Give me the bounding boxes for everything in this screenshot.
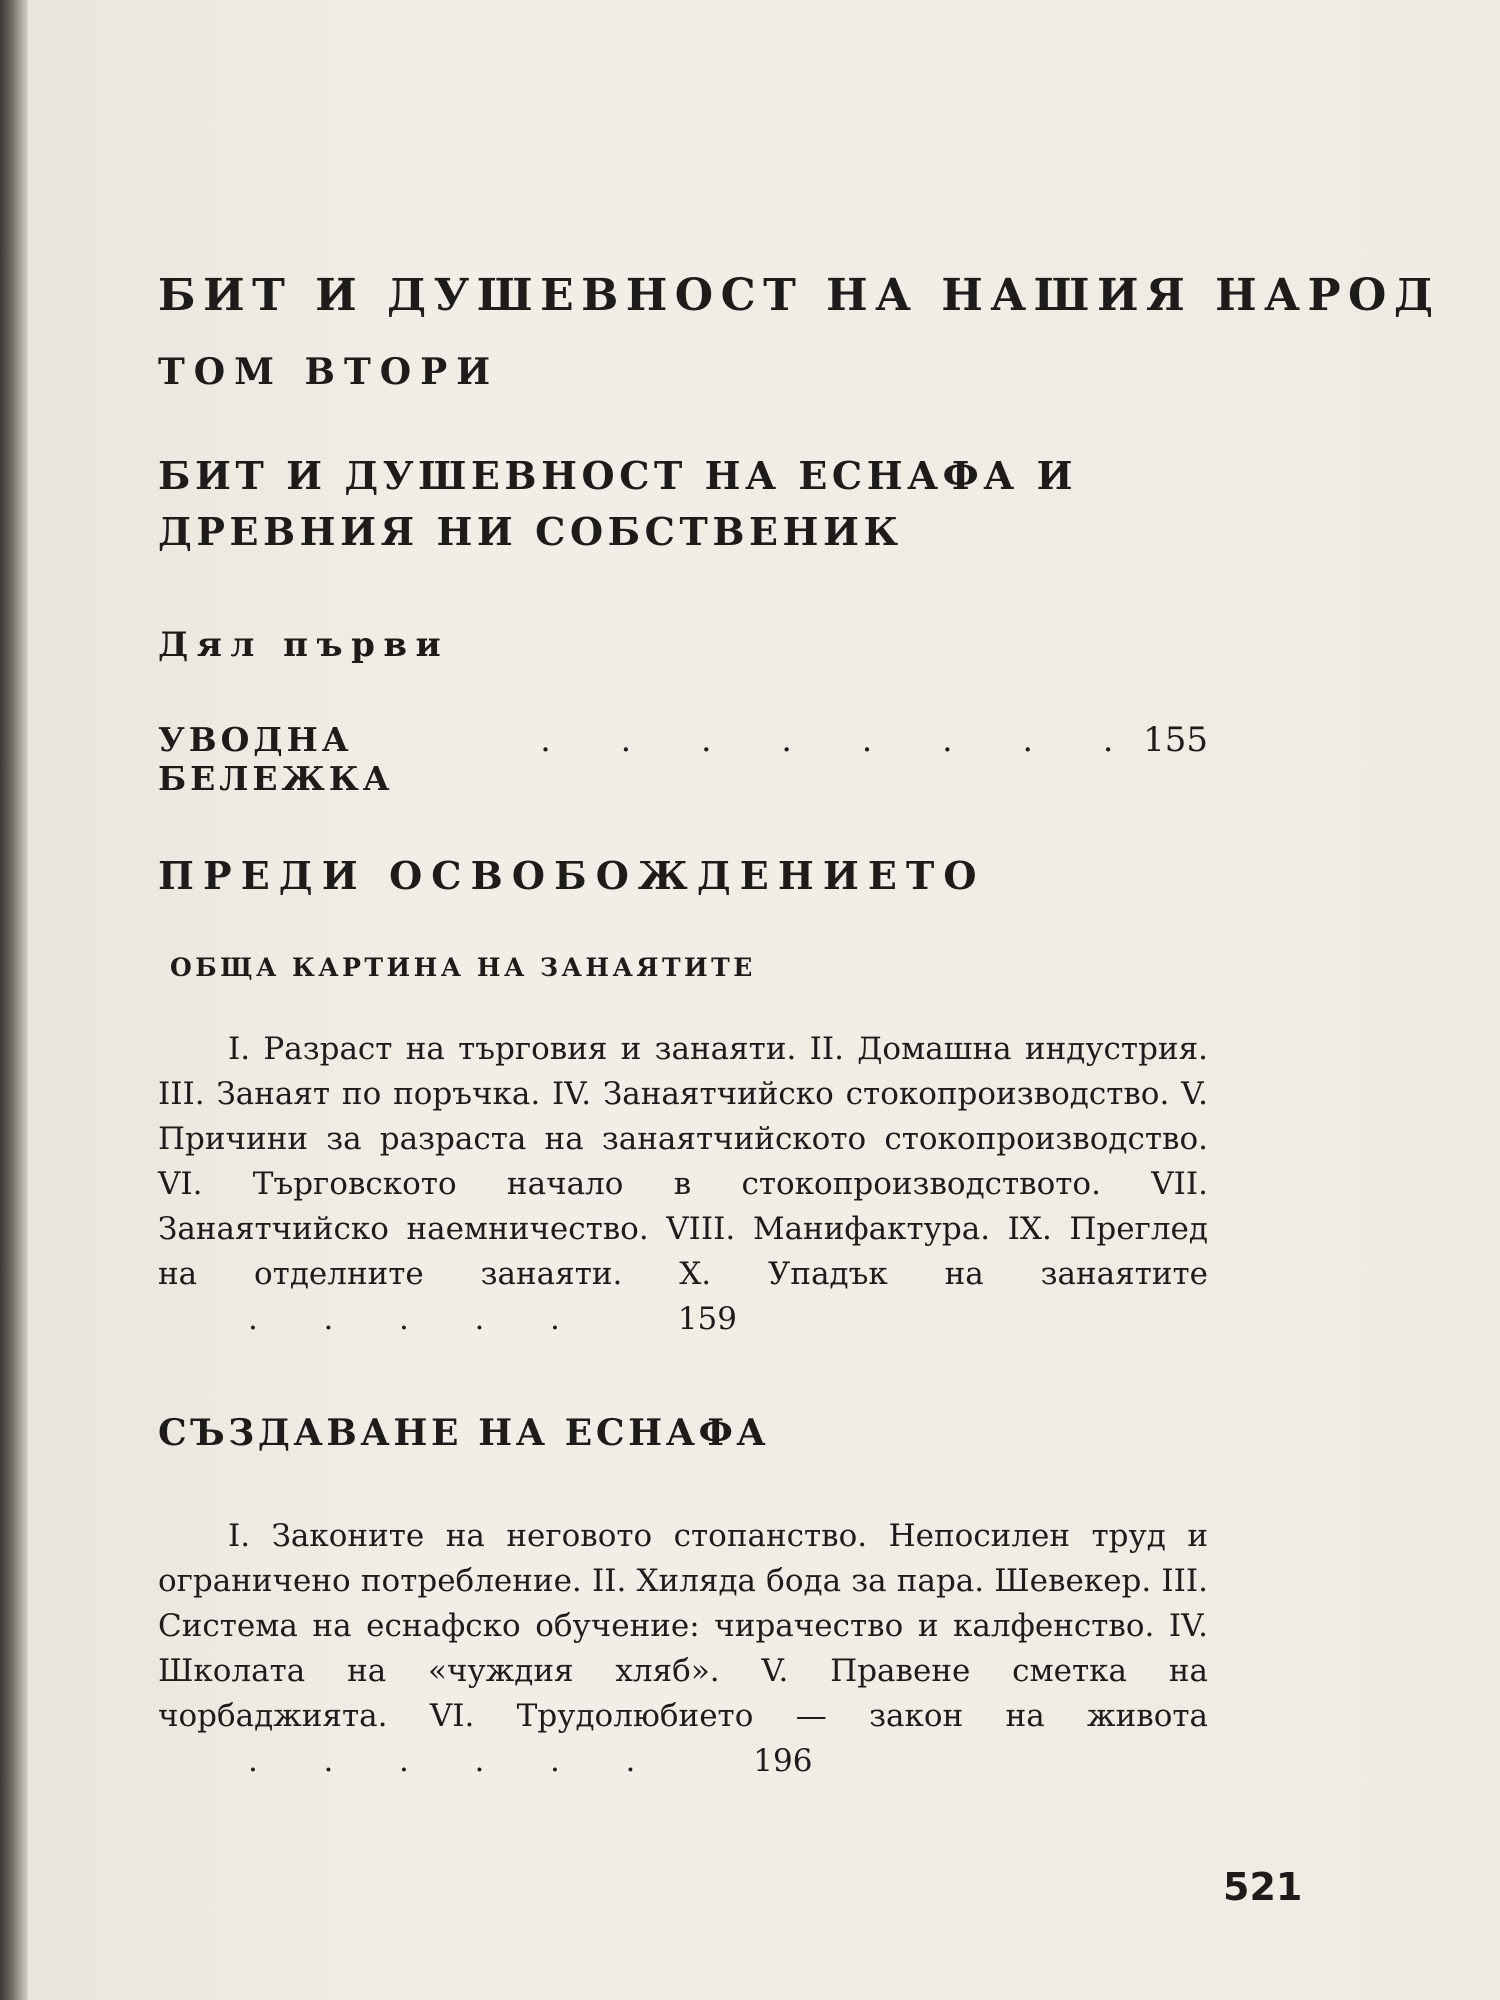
book-page bbox=[28, 0, 1500, 2000]
section-title-line2: ДРЕВНИЯ НИ СОБСТВЕНИК bbox=[158, 509, 903, 554]
chapter1-text: I. Разраст на търговия и занаяти. II. Домашна индустрия. III. Занаят по поръчка. IV. Занаятчийско стокопроизводство. V. Причини за разраста на занаятчийското стокопроизводство. VI. Търговското начало в стокопроизводството. VII. Занаятчийско наемничество. VIII. Манифактура. IX. Преглед на отделните занаяти. X. Упадък на занаятите bbox=[158, 1031, 1208, 1292]
table-of-contents bbox=[158, 270, 1441, 1854]
leader-dots: . . . . . . bbox=[248, 1743, 664, 1779]
chapter2-text: I. Законите на неговото стопанство. Непосилен труд и ограничено потребление. II. Хиляда бода за пара. Шевекер. III. Система на еснафско обучение: чирачество и калфенство. IV. Школата на «чуждия хляб». V. Правене сметка на чорбаджията. VI. Трудолюбието — закон на живота bbox=[158, 1518, 1208, 1734]
intro-page-number: 155 bbox=[1143, 720, 1208, 760]
section-title bbox=[158, 448, 1208, 560]
chapter2-end bbox=[158, 1739, 812, 1784]
chapter1-end bbox=[158, 1297, 737, 1342]
leader-dots: . . . . . . . . bbox=[540, 720, 1144, 759]
era-heading: ПРЕДИ ОСВОБОЖДЕНИЕТО bbox=[158, 853, 986, 898]
chapter1-contents bbox=[158, 1027, 1208, 1342]
chapter2-page-number: 196 bbox=[753, 1743, 813, 1779]
leader-dots: . . . . . bbox=[248, 1301, 588, 1337]
chapter1-title: ОБЩА КАРТИНА НА ЗАНАЯТИТЕ bbox=[170, 953, 756, 982]
part-label: Дял първи bbox=[158, 625, 450, 665]
chapter1-page-number: 159 bbox=[677, 1301, 737, 1337]
book-title: БИТ И ДУШЕВНОСТ НА НАШИЯ НАРОД bbox=[158, 270, 1441, 321]
book-gutter-shadow bbox=[0, 0, 28, 2000]
intro-label: УВОДНА БЕЛЕЖКА bbox=[158, 720, 394, 798]
page-number: 521 bbox=[1223, 1865, 1303, 1909]
chapter2-title: СЪЗДАВАНЕ НА ЕСНАФА bbox=[158, 1412, 770, 1454]
chapter2-contents bbox=[158, 1514, 1208, 1784]
volume-label: ТОМ ВТОРИ bbox=[158, 351, 500, 393]
section-title-line1: БИТ И ДУШЕВНОСТ НА ЕСНАФА И bbox=[158, 453, 1078, 498]
toc-entry-intro bbox=[158, 720, 1208, 798]
